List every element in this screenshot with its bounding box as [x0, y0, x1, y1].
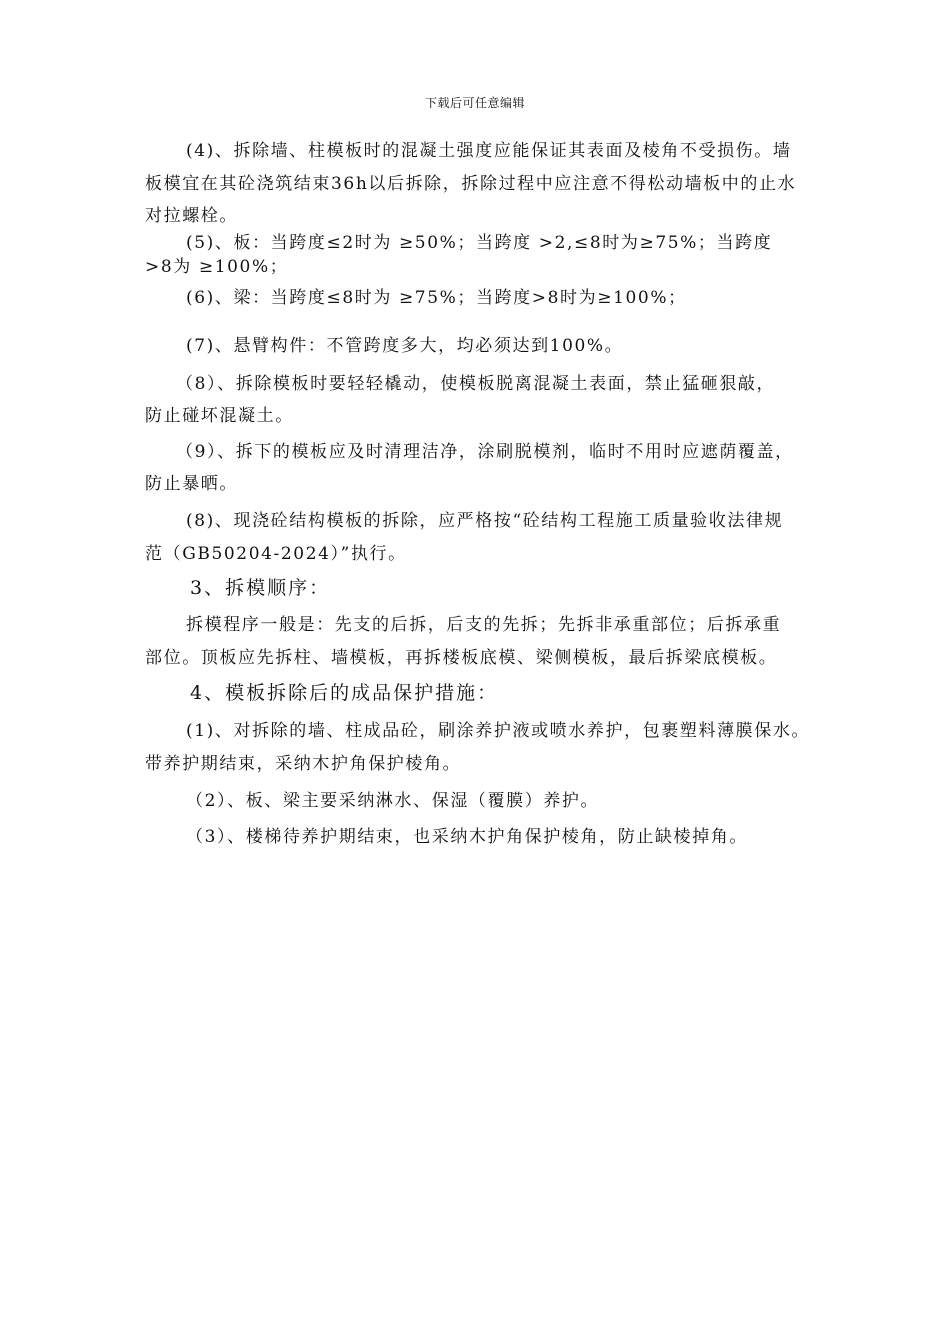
paragraph-5-line-2: >8为 ≥100%； [145, 257, 289, 277]
paragraph-4-line-1: (4)、拆除墙、柱模板时的混凝土强度应能保证其表面及棱角不受损伤。墙 [186, 141, 792, 161]
section-4-item-1-line-2: 带养护期结束，采纳木护角保护棱角。 [145, 754, 462, 774]
paragraph-9-line-1: （9）、拆下的模板应及时清理洁净，涂刷脱模剂，临时不用时应遮荫覆盖， [176, 442, 794, 462]
section-4-item-2: （2）、板、梁主要采纳淋水、保湿（覆膜）养护。 [186, 791, 600, 811]
section-3-heading: 3、拆模顺序： [190, 577, 331, 599]
section-3-line-2: 部位。顶板应先拆柱、墙模板，再拆楼板底模、梁侧模板，最后拆梁底模板。 [145, 648, 778, 668]
section-4-item-1-line-1: (1)、对拆除的墙、柱成品砼，刷涂养护液或喷水养护，包裹塑料薄膜保水。 [186, 721, 811, 741]
paragraph-6-line-1: (6)、梁：当跨度≤8时为 ≥75%；当跨度>8时为≥100%； [186, 288, 687, 308]
paragraph-5-line-1: (5)、板：当跨度≤2时为 ≥50%；当跨度 >2,≤8时为≥75%；当跨度 [186, 233, 773, 253]
paragraph-9-line-2: 防止暴晒。 [145, 474, 238, 494]
section-3-line-1: 拆模程序一般是：先支的后拆，后支的先拆；先拆非承重部位；后拆承重 [186, 615, 782, 635]
paragraph-8-line-2: 防止碰坏混凝土。 [145, 406, 294, 426]
paragraph-4-line-3: 对拉螺栓。 [145, 206, 238, 226]
section-4-item-3: （3）、楼梯待养护期结束，也采纳木护角保护棱角，防止缺棱掉角。 [186, 827, 748, 847]
section-4-heading: 4、模板拆除后的成品保护措施： [190, 682, 499, 704]
paragraph-8-line-1: （8）、拆除模板时要轻轻橇动，使模板脱离混凝土表面，禁止猛砸狠敲， [176, 374, 776, 394]
paragraph-8b-line-2: 范（GB50204-2024）”执行。 [145, 544, 407, 564]
paragraph-8b-line-1: (8)、现浇砼结构模板的拆除，应严格按“砼结构工程施工质量验收法律规 [186, 511, 784, 531]
paragraph-7-line-1: (7)、悬臂构件：不管跨度多大，均必须达到100%。 [186, 336, 624, 356]
page-header-note: 下载后可任意编辑 [424, 96, 525, 110]
paragraph-4-line-2: 板模宜在其砼浇筑结束36h以后拆除，拆除过程中应注意不得松动墙板中的止水 [145, 174, 797, 194]
